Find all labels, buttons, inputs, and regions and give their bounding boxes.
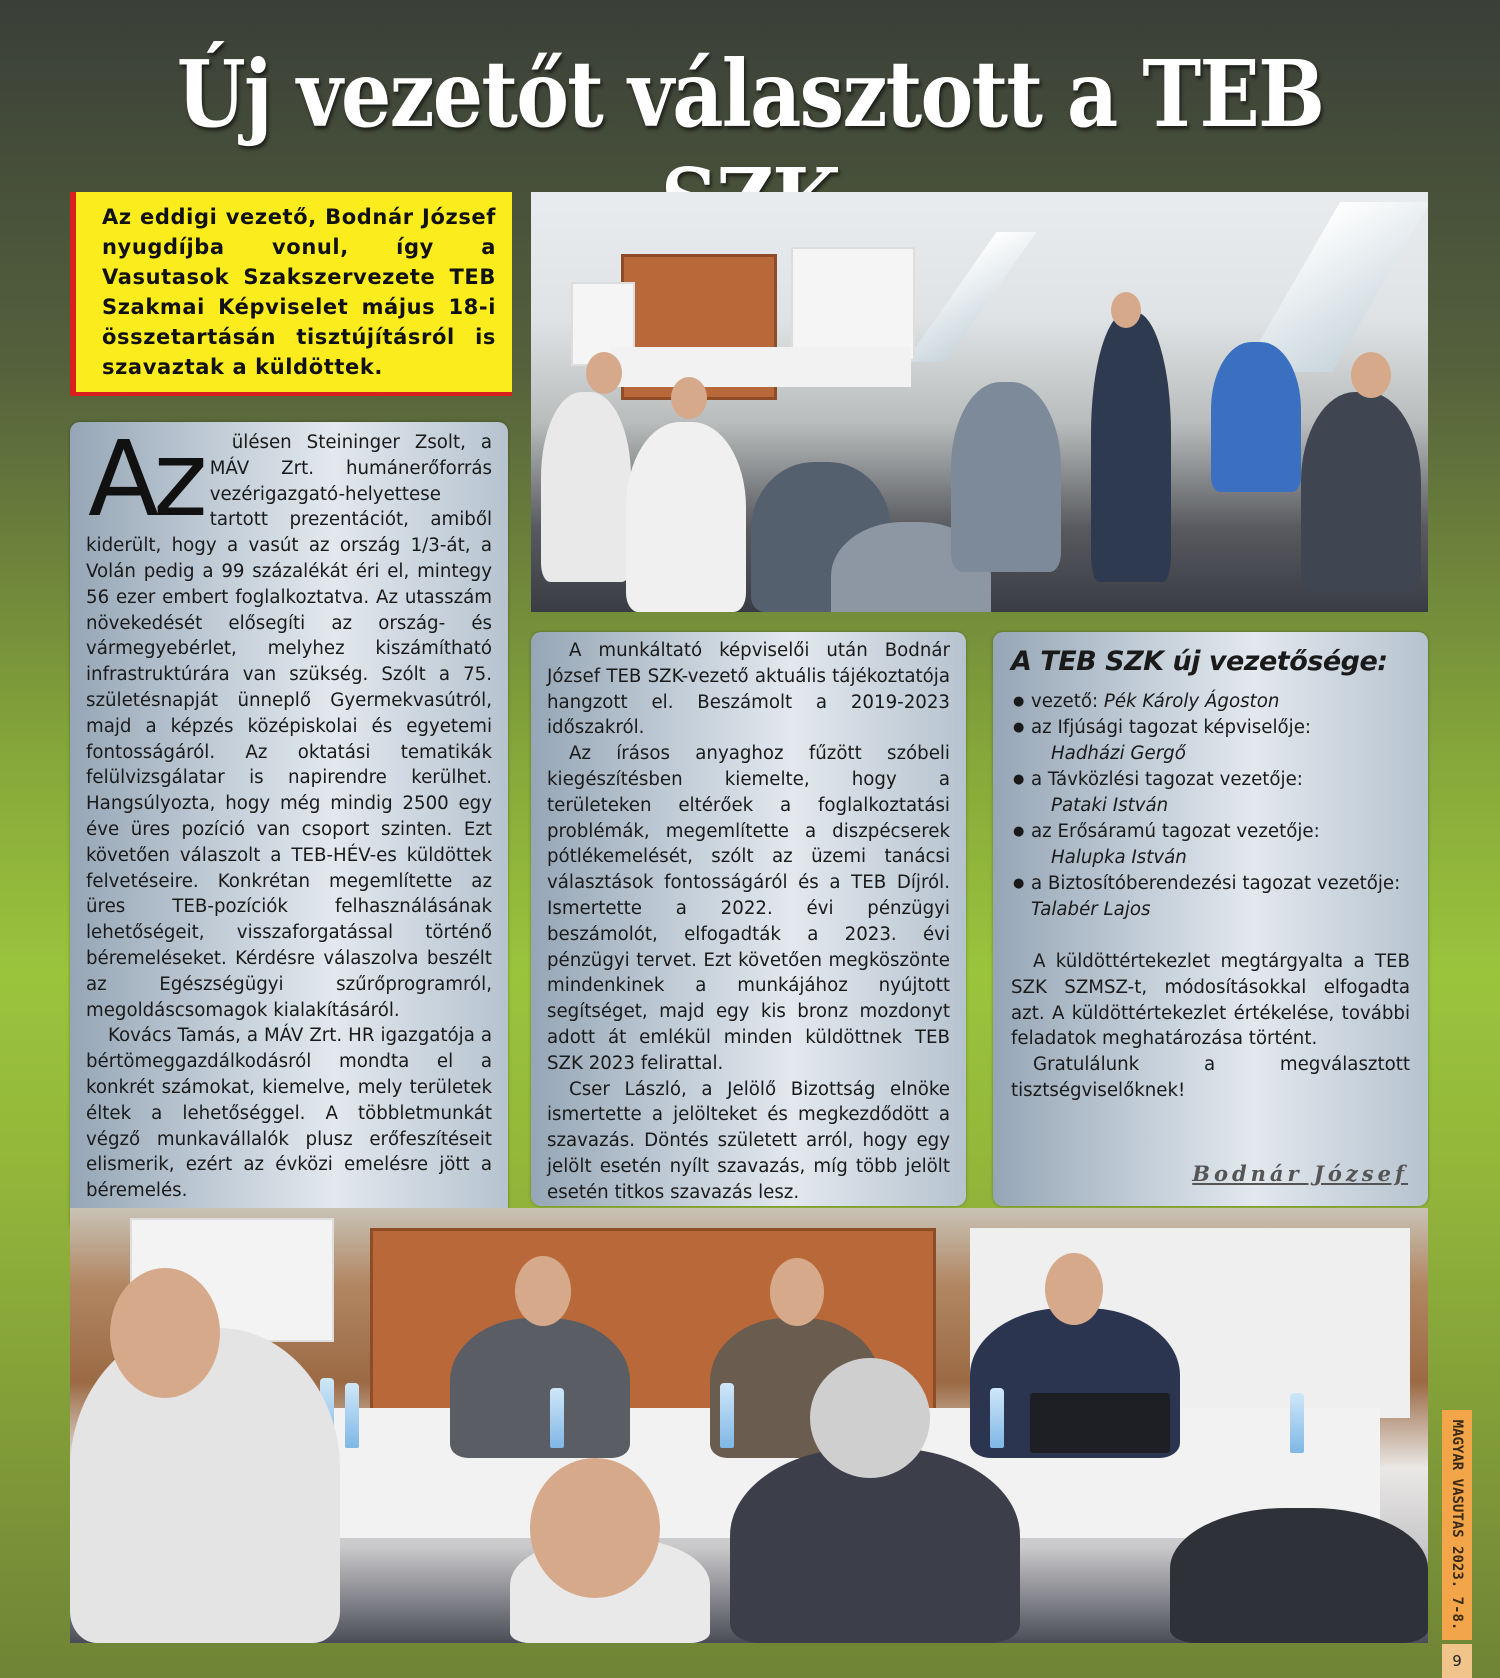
officer-item bbox=[1011, 819, 1410, 871]
officer-item bbox=[1011, 767, 1410, 819]
middle-paragraph: Cser László, a Jelölő Bizottság elnöke ismertette a jelölteket és megkezdődött a szavazás. Döntés született arról, hogy egy jelölt esetén nyílt szavazás, míg több jelölt esetén titkos szavazás lesz. bbox=[547, 1078, 950, 1203]
officer-name: Pék Károly Ágoston bbox=[1103, 691, 1280, 712]
presidium-head bbox=[1045, 1253, 1103, 1325]
attendee-head bbox=[110, 1268, 220, 1398]
attendee bbox=[626, 422, 746, 612]
left-paragraph: ülésen Steininger Zsolt, a MÁV Zrt. humánerőforrás vezérigazgató-helyettese tartott prezentációt, amiből kiderült, hogy a vasút az ország 1/3-át, a Volán pedig a 99 százalékát éri el, mintegy 56 ezer embert foglalkoztatva. Az utasszám növekedését elősegíti az ország- és vármegyebérlet, melyhez kiszámítható infrastruktúrára van szükség. Szólt a 75. születésnapját ünneplő Gyermekvasútról, majd a képzés középiskolai és egyetemi fontosságáról. Az oktatási tematikák felülvizsgálatar is napirendre kerülhet. Hangsúlyozta, hogy még mindig 2500 egy éve üres pozíció van csoport szinten. Ezt követően válaszolt a TEB-HÉV-es küldöttek felvetéseire. Konkrétan megemlítette az üres TEB-pozíciók felhasználásának lehetőségeit, visszaforgatással történő béremeléseket. Kérdésre válaszolva beszélt az Egészségügyi szűrőprogramról, megoldáscsomagok kialakításáról. bbox=[86, 432, 492, 1021]
officer-item bbox=[1011, 715, 1410, 767]
headline: Új vezetőt választott a TEB bbox=[176, 40, 1324, 148]
presidium-head bbox=[770, 1258, 824, 1326]
officer-name: Hadházi Gergő bbox=[1051, 743, 1186, 764]
magazine-issue-label: MAGYAR VASUTAS 2023. 7-8. bbox=[1449, 1419, 1465, 1631]
attendee-head bbox=[586, 352, 622, 394]
right-paragraph: Gratulálunk a megválasztott tisztségviselőknek! bbox=[1011, 1054, 1410, 1101]
presidium-table bbox=[611, 347, 911, 387]
water-bottle bbox=[1290, 1393, 1304, 1453]
attendee bbox=[1211, 342, 1301, 492]
standing-speaker bbox=[1091, 312, 1171, 582]
officer-name: Pataki István bbox=[1051, 795, 1169, 816]
attendee bbox=[1301, 392, 1421, 592]
right-paragraph: A küldöttértekezlet megtárgyalta a TEB SZK SZMSZ-t, módosításokkal elfogadta azt. A küldöttértekezlet értékelése, további feladatok meghatározása történt. bbox=[1011, 951, 1410, 1050]
lead-text: Az eddigi vezető, Bodnár József nyugdíjba vonul, így a Vasutasok Szakszervezete TEB Szakmai Képviselet május 18-i összetartásán tisztújításról is szavaztak a küldöttek. bbox=[102, 205, 496, 379]
magazine-side-tab bbox=[1442, 1410, 1472, 1640]
skylight-window bbox=[905, 232, 1036, 362]
left-column-text bbox=[86, 418, 492, 1204]
water-bottle bbox=[550, 1388, 564, 1448]
attendee-head bbox=[810, 1358, 930, 1478]
officer-role: a Biztosítóberendezési tagozat vezetője: bbox=[1031, 873, 1401, 894]
middle-column-panel bbox=[531, 632, 966, 1206]
officer-name: Halupka István bbox=[1051, 847, 1187, 868]
drop-cap: Az bbox=[88, 418, 202, 540]
attendee-head bbox=[1351, 352, 1391, 398]
middle-paragraph: A munkáltató képviselői után Bodnár József TEB SZK-vezető aktuális tájékoztatója hangzott el. Beszámolt a 2019-2023 időszakról. bbox=[547, 640, 950, 739]
middle-column-text bbox=[547, 638, 950, 1206]
officer-role: az Ifjúsági tagozat képviselője: bbox=[1031, 717, 1312, 738]
attendee-head bbox=[671, 377, 707, 419]
officer-list bbox=[1011, 689, 1410, 923]
middle-paragraph: Az írásos anyaghoz fűzött szóbeli kiegészítésben kiemelte, hogy a területeken eltérőek a foglalkoztatási problémák, megemlítette a diszpécserek pótlékemelését, szólt az üzemi tanácsi választások fontosságáról és a TEB Díjról. Ismertette a 2022. évi pénzügyi beszámolót, elfogadták a 2023. évi pénzügyi tervet. Ezt követően megköszönte mindenkinek a munkájához nyújtott segítséget, majd egy kis bronz mozdonyt adott át emlékül minden küldöttnek TEB SZK 2023 felirattal. bbox=[547, 743, 950, 1074]
water-bottle bbox=[990, 1388, 1004, 1448]
right-column-text bbox=[1011, 949, 1410, 1104]
attendee-head bbox=[530, 1458, 660, 1598]
presidium-head bbox=[515, 1256, 571, 1326]
officer-item bbox=[1011, 689, 1410, 715]
attendee-head bbox=[1111, 292, 1141, 328]
officer-role: a Távközlési tagozat vezetője: bbox=[1031, 769, 1303, 790]
projection-screen bbox=[791, 247, 915, 361]
page-number: 9 bbox=[1442, 1644, 1472, 1678]
leadership-title: A TEB SZK új vezetősége: bbox=[1011, 646, 1388, 677]
attendee bbox=[951, 382, 1061, 572]
left-paragraph: Kovács Tamás, a MÁV Zrt. HR igazgatója a bértömeggazdálkodásról mondta el a konkrét számokat, kiemelve, mely területek éltek a lehetőséggel. A többletmunkát végző munkavállalók plusz erőfeszítéseit elismerik, ezért az évközi emelésre jött a béremelés. bbox=[86, 1025, 492, 1202]
presidium-member bbox=[450, 1318, 630, 1458]
water-bottle bbox=[345, 1383, 359, 1448]
water-bottle bbox=[720, 1383, 734, 1448]
author-signature: Bodnár József bbox=[1192, 1161, 1408, 1186]
lead-box bbox=[70, 192, 512, 396]
right-column-panel bbox=[993, 632, 1428, 1206]
meeting-photo-bottom bbox=[70, 1208, 1428, 1643]
attendee bbox=[541, 392, 631, 582]
meeting-photo-top bbox=[531, 192, 1428, 612]
officer-role: az Erősáramú tagozat vezetője: bbox=[1031, 821, 1320, 842]
officer-item bbox=[1011, 871, 1410, 923]
officer-role: vezető: bbox=[1031, 691, 1099, 712]
left-column-panel bbox=[70, 418, 508, 1232]
attendee-foreground bbox=[1170, 1508, 1428, 1643]
laptop bbox=[1030, 1393, 1170, 1453]
officer-name: Talabér Lajos bbox=[1031, 899, 1151, 920]
